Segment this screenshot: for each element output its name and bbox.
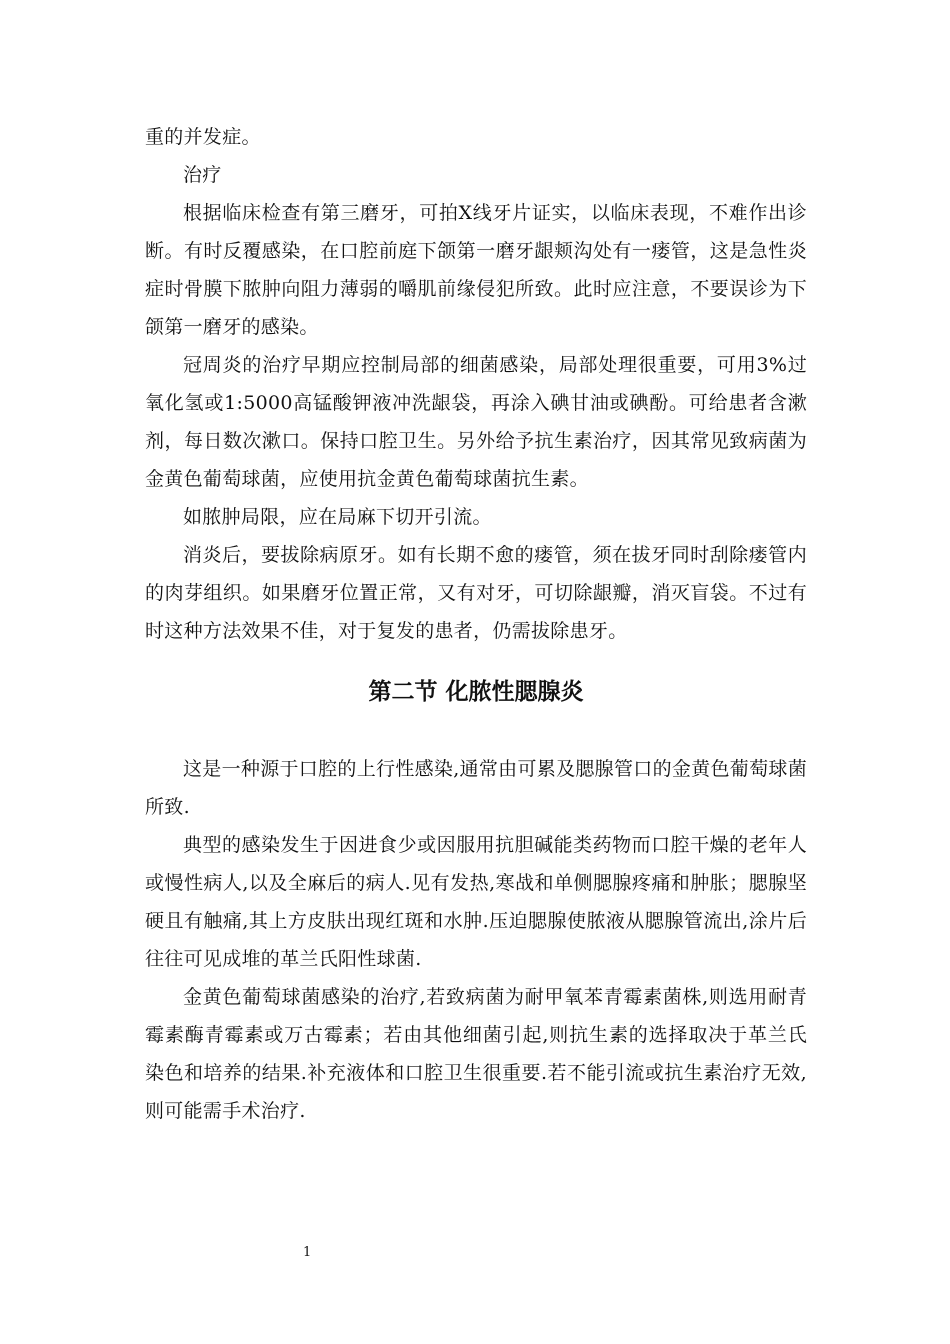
paragraph-symptoms: 典型的感染发生于因进食少或因服用抗胆碱能类药物而口腔干燥的老年人或慢性病人,以及全麻后的病人.见有发热,寒战和单侧腮腺疼痛和肿胀；腮腺坚硬且有触痛,其上方皮肤出现红斑和水肿.压迫腮腺使脓液从腮腺管流出,涂片后往往可见成堆的革兰氏阳性球菌.: [145, 834, 807, 970]
paragraph-heading-treatment: 治疗: [183, 164, 222, 186]
paragraph-local-treatment: 冠周炎的治疗早期应控制局部的细菌感染，局部处理很重要，可用3%过氧化氢或1:5000高锰酸钾液冲洗龈袋，再涂入碘甘油或碘酚。可给患者含漱剂，每日数次漱口。保持口腔卫生。另外给予抗生素治疗，因其常见致病菌为金黄色葡萄球菌，应使用抗金黄色葡萄球菌抗生素。: [145, 354, 807, 490]
section-2-title: 第二节 化脓性腮腺炎: [368, 679, 584, 705]
section-2-body: [145, 750, 807, 1130]
section-1-body: [145, 118, 807, 650]
paragraph-definition: 这是一种源于口腔的上行性感染,通常由可累及腮腺管口的金黄色葡萄球菌所致.: [145, 758, 807, 818]
paragraph-diagnosis: 根据临床检查有第三磨牙，可拍X线牙片证实，以临床表现，不难作出诊断。有时反覆感染，在口腔前庭下颌第一磨牙龈颊沟处有一瘘管，这是急性炎症时骨膜下脓肿向阻力薄弱的嚼肌前缘侵犯所致。此时应注意，不要误诊为下颌第一磨牙的感染。: [145, 202, 807, 338]
paragraph-treatment: 金黄色葡萄球菌感染的治疗,若致病菌为耐甲氧苯青霉素菌株,则选用耐青霉素酶青霉素或万古霉素；若由其他细菌引起,则抗生素的选择取决于革兰氏染色和培养的结果.补充液体和口腔卫生很重要.若不能引流或抗生素治疗无效,则可能需手术治疗.: [145, 986, 807, 1122]
paragraph-continuation: 重的并发症。: [145, 126, 261, 148]
page-number: 1: [303, 1245, 312, 1260]
paragraph-drainage: 如脓肿局限，应在局麻下切开引流。: [183, 506, 492, 528]
paragraph-extraction: 消炎后，要拔除病原牙。如有长期不愈的瘘管，须在拔牙同时刮除瘘管内的肉芽组织。如果磨牙位置正常，又有对牙，可切除龈瓣，消灭盲袋。不过有时这种方法效果不佳，对于复发的患者，仍需拔除患牙。: [145, 544, 807, 642]
